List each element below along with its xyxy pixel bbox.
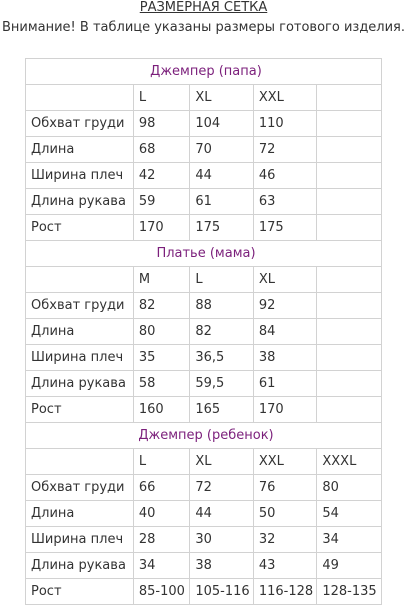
size-header-row (26, 449, 382, 475)
section-title-row (26, 423, 382, 449)
table-cell: 85-100 (133, 579, 189, 605)
table-row (26, 397, 382, 423)
size-header-cell: XL (253, 267, 317, 293)
table-cell: 80 (317, 475, 382, 501)
table-cell: 76 (253, 475, 317, 501)
size-header-corner (26, 267, 134, 293)
table-cell: 72 (253, 137, 317, 163)
table-row (26, 293, 382, 319)
table-cell: 128-135 (317, 579, 382, 605)
table-cell: 175 (190, 215, 254, 241)
table-row (26, 189, 382, 215)
size-header-cell: M (133, 267, 189, 293)
table-cell (317, 397, 382, 423)
row-label: Рост (26, 215, 134, 241)
row-label: Обхват груди (26, 293, 134, 319)
size-header-cell: XXL (253, 85, 317, 111)
table-cell: 38 (253, 345, 317, 371)
size-header-cell (317, 85, 382, 111)
table-cell (317, 319, 382, 345)
table-cell: 34 (317, 527, 382, 553)
size-header-row (26, 85, 382, 111)
row-label: Ширина плеч (26, 345, 134, 371)
table-row (26, 475, 382, 501)
table-cell (317, 137, 382, 163)
row-label: Рост (26, 579, 134, 605)
size-header-cell: XXXL (317, 449, 382, 475)
section-title-row (26, 59, 382, 85)
table-row (26, 111, 382, 137)
section-title: Платье (мама) (26, 241, 382, 267)
row-label: Обхват груди (26, 475, 134, 501)
size-header-cell: L (133, 85, 189, 111)
table-cell: 66 (133, 475, 189, 501)
row-label: Длина (26, 501, 134, 527)
table-row (26, 527, 382, 553)
table-cell: 98 (133, 111, 189, 137)
table-cell: 72 (190, 475, 254, 501)
table-cell: 160 (133, 397, 189, 423)
table-cell: 58 (133, 371, 189, 397)
page-title: РАЗМЕРНАЯ СЕТКА (139, 0, 268, 15)
size-header-corner (26, 85, 134, 111)
table-cell: 54 (317, 501, 382, 527)
table-cell: 165 (190, 397, 254, 423)
section-title: Джемпер (ребенок) (26, 423, 382, 449)
table-cell: 59,5 (190, 371, 254, 397)
table-cell: 82 (133, 293, 189, 319)
table-cell (317, 371, 382, 397)
table-row (26, 345, 382, 371)
table-cell: 170 (253, 397, 317, 423)
table-row (26, 553, 382, 579)
row-label: Длина рукава (26, 553, 134, 579)
size-table (25, 58, 382, 605)
table-cell: 44 (190, 163, 254, 189)
size-header-cell: XXL (253, 449, 317, 475)
table-cell: 30 (190, 527, 254, 553)
table-cell: 175 (253, 215, 317, 241)
table-cell: 80 (133, 319, 189, 345)
size-header-cell (317, 267, 382, 293)
table-cell: 105-116 (190, 579, 254, 605)
table-row (26, 501, 382, 527)
row-label: Длина (26, 319, 134, 345)
table-row (26, 215, 382, 241)
table-cell: 110 (253, 111, 317, 137)
table-row (26, 137, 382, 163)
table-cell: 88 (190, 293, 254, 319)
row-label: Обхват груди (26, 111, 134, 137)
table-cell: 50 (253, 501, 317, 527)
table-row (26, 579, 382, 605)
size-header-cell: L (133, 449, 189, 475)
table-cell: 38 (190, 553, 254, 579)
table-cell: 34 (133, 553, 189, 579)
table-cell (317, 345, 382, 371)
row-label: Рост (26, 397, 134, 423)
table-cell (317, 293, 382, 319)
table-cell: 42 (133, 163, 189, 189)
size-table-body (26, 59, 382, 605)
size-header-row (26, 267, 382, 293)
table-cell: 104 (190, 111, 254, 137)
table-row (26, 371, 382, 397)
table-cell: 63 (253, 189, 317, 215)
section-title-row (26, 241, 382, 267)
table-cell: 32 (253, 527, 317, 553)
table-cell (317, 189, 382, 215)
row-label: Длина (26, 137, 134, 163)
row-label: Длина рукава (26, 189, 134, 215)
table-cell: 84 (253, 319, 317, 345)
table-cell: 70 (190, 137, 254, 163)
table-row (26, 163, 382, 189)
table-row (26, 319, 382, 345)
section-title: Джемпер (папа) (26, 59, 382, 85)
table-cell: 49 (317, 553, 382, 579)
size-header-cell: XL (190, 85, 254, 111)
table-cell: 68 (133, 137, 189, 163)
table-cell: 116-128 (253, 579, 317, 605)
size-header-corner (26, 449, 134, 475)
table-cell: 46 (253, 163, 317, 189)
table-cell (317, 215, 382, 241)
table-cell: 28 (133, 527, 189, 553)
size-header-cell: L (190, 267, 254, 293)
table-cell (317, 111, 382, 137)
size-header-cell: XL (190, 449, 254, 475)
table-cell (317, 163, 382, 189)
row-label: Ширина плеч (26, 527, 134, 553)
table-cell: 35 (133, 345, 189, 371)
size-note: Внимание! В таблице указаны размеры готового изделия. (1, 20, 406, 35)
table-cell: 59 (133, 189, 189, 215)
table-cell: 61 (253, 371, 317, 397)
table-cell: 43 (253, 553, 317, 579)
table-cell: 40 (133, 501, 189, 527)
row-label: Ширина плеч (26, 163, 134, 189)
table-cell: 170 (133, 215, 189, 241)
table-cell: 36,5 (190, 345, 254, 371)
table-cell: 92 (253, 293, 317, 319)
table-cell: 61 (190, 189, 254, 215)
table-cell: 82 (190, 319, 254, 345)
row-label: Длина рукава (26, 371, 134, 397)
table-cell: 44 (190, 501, 254, 527)
